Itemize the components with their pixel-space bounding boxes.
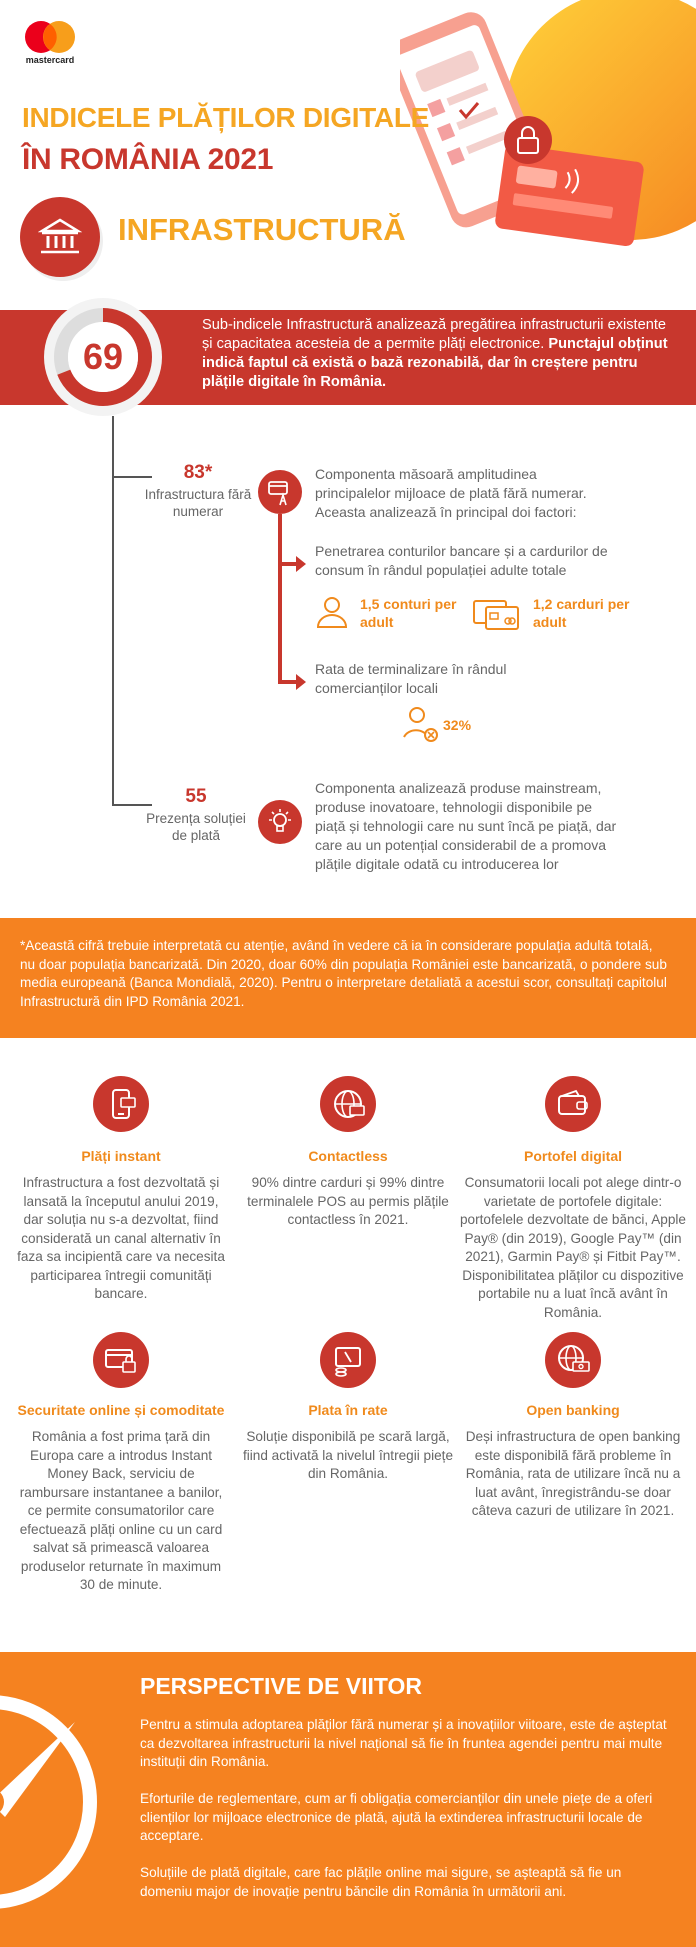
phone-icon (93, 1076, 149, 1132)
stat-terminal: 32% (443, 717, 472, 733)
feature-text: 90% dintre carduri și 99% dintre terminalele POS au permis plățile contactless în 2021. (247, 1175, 449, 1227)
factor1-branch (278, 562, 298, 566)
bank-icon (38, 217, 82, 257)
score-value: 69 (82, 336, 124, 377)
merchant-terminal-icon (402, 705, 440, 743)
mastercard-circles-icon (22, 20, 78, 54)
feature-title: Plata în rate (308, 1402, 388, 1418)
infra-red-line (278, 514, 282, 682)
phone-card-illustration (400, 0, 696, 270)
feature-text: Deși infrastructura de open banking este disponibilă fără probleme în România, rata de utilizare încă nu a luat avânt, înregistrându-se doar câteva cazuri de utilizare în 2021. (465, 1429, 681, 1518)
lightbulb-icon (258, 800, 302, 844)
card-lock-icon (93, 1332, 149, 1388)
compass-icon (0, 1652, 110, 1947)
wallet-icon (545, 1076, 601, 1132)
section-title: INFRASTRUCTURĂ (118, 212, 406, 247)
factor1-arrow-icon (296, 556, 306, 572)
feature-title: Contactless (308, 1148, 388, 1164)
card-tower-icon (258, 470, 302, 514)
page-title-line1: INDICELE PLĂȚILOR DIGITALE (22, 102, 430, 133)
bank-icon-badge (20, 197, 100, 277)
factor2-branch (278, 680, 298, 684)
person-icon (314, 594, 350, 630)
feature-title: Open banking (526, 1402, 620, 1418)
feature-title: Portofel digital (524, 1148, 622, 1164)
logo-text: mastercard (25, 55, 75, 65)
score-text-regular: Sub-indicele Infrastructură analizează pregătirea infrastructurii existente și capacitatea acesteia de a permite plăți electronice. (202, 317, 666, 352)
solutions-description: Componenta analizează produse mainstream, produse inovatoare, tehnologii disponibile pe piață și tehnologii care nu sunt încă pe piață, dar care au un potențial considerabil de a promova plățile digitale odată cu introducerea lor (315, 780, 617, 872)
feature-text: Soluție disponibilă pe scară largă, fiind activată la nivelul întregii piețe din România. (242, 1429, 454, 1481)
outlook-paragraph-2: Eforturile de reglementare, cum ar fi obligația comercianților din unele piețe de a oferi clienților lor mijloace electronice de plată, ajută la extinderea infrastructurii locale de acceptare. (140, 1791, 653, 1843)
globe-money-icon (545, 1332, 601, 1388)
feature-title: Plăți instant (81, 1148, 161, 1164)
factor2-text: Rata de terminalizare în rândul comercianților locali (315, 661, 507, 696)
infra-value: 83* (183, 462, 213, 483)
installments-icon (320, 1332, 376, 1388)
factor1-text: Penetrarea conturilor bancare și a cardurilor de consum în rândul populației adulte totale (315, 543, 608, 578)
mastercard-logo (22, 20, 82, 65)
feature-title: Securitate online și comoditate (17, 1402, 225, 1418)
feature-text: Infrastructura a fost dezvoltată și lansată la începutul anului 2019, dar soluția nu s-a dezvoltat, fiind considerată un canal alternativ în faza sa incipientă care va necesita participarea întregii comunități bancare. (17, 1175, 225, 1301)
cards-icon (472, 595, 522, 631)
page-title-line2: ÎN ROMÂNIA 2021 (22, 143, 274, 176)
score-text-bold: Punctajul obținut indică faptul că există o bază rezonabilă, dar în creștere pentru plățile digitale în România. (202, 336, 668, 390)
factor2-arrow-icon (296, 674, 306, 690)
feature-text: România a fost prima țară din Europa care a introdus Instant Money Back, serviciu de rambursare instantanee a banilor, ce permite consumatorilor care efectuează plăți online cu un card salvat să primească valoarea produselor returnate în maximum 30 de minute. (19, 1429, 223, 1592)
outlook-title: PERSPECTIVE DE VIITOR (140, 1673, 423, 1699)
stat-cards: 1,2 carduri per adult (533, 596, 630, 630)
note-text: *Această cifră trebuie interpretată cu atenție, având în vedere că ia în considerare populația adultă totală, nu doar populația bancarizată. Din 2020, doar 60% din populația României este bancarizată, o pondere sub media europeană (Banca Mondială, 2020). Pentru o interpretare detaliată a acestui scor, consultați capitolul Infrastructură din IPD România 2021. (20, 938, 667, 1009)
solutions-value: 55 (185, 786, 207, 807)
tree-trunk-line (112, 416, 114, 806)
globe-card-icon (320, 1076, 376, 1132)
feature-text: Consumatorii locali pot alege dintr-o varietate de portofele digitale: portofelele dezvoltate de bănci, Apple Pay® (din 2019), Google Pay™ (din 2021), Garmin Pay® și Fitbit Pay™. Disponibilitatea plăților cu dispozitive portabile nu a luat încă avânt în România. (460, 1175, 686, 1320)
infra-description: Componenta măsoară amplitudinea principalelor mijloace de plată fără numerar. Aceasta analizează în principal doi factori: (315, 466, 587, 520)
outlook-paragraph-3: Soluțiile de plată digitale, care fac plățile online mai sigure, se așteaptă să fie un domeniu major de inovație pentru băncile din România în următorii ani. (140, 1865, 622, 1899)
score-description (202, 316, 672, 392)
outlook-paragraph-1: Pentru a stimula adoptarea plăților fără numerar și a inovațiilor viitoare, este de așteptat ca dezvoltarea infrastructurii la nivel național să fie în fruntea agendei pentru mai multe instituții din România. (140, 1717, 667, 1769)
stat-accounts: 1,5 conturi per adult (360, 596, 457, 630)
solutions-label: Prezența soluției de plată (146, 811, 246, 843)
infra-label: Infrastructura fără numerar (144, 487, 252, 519)
